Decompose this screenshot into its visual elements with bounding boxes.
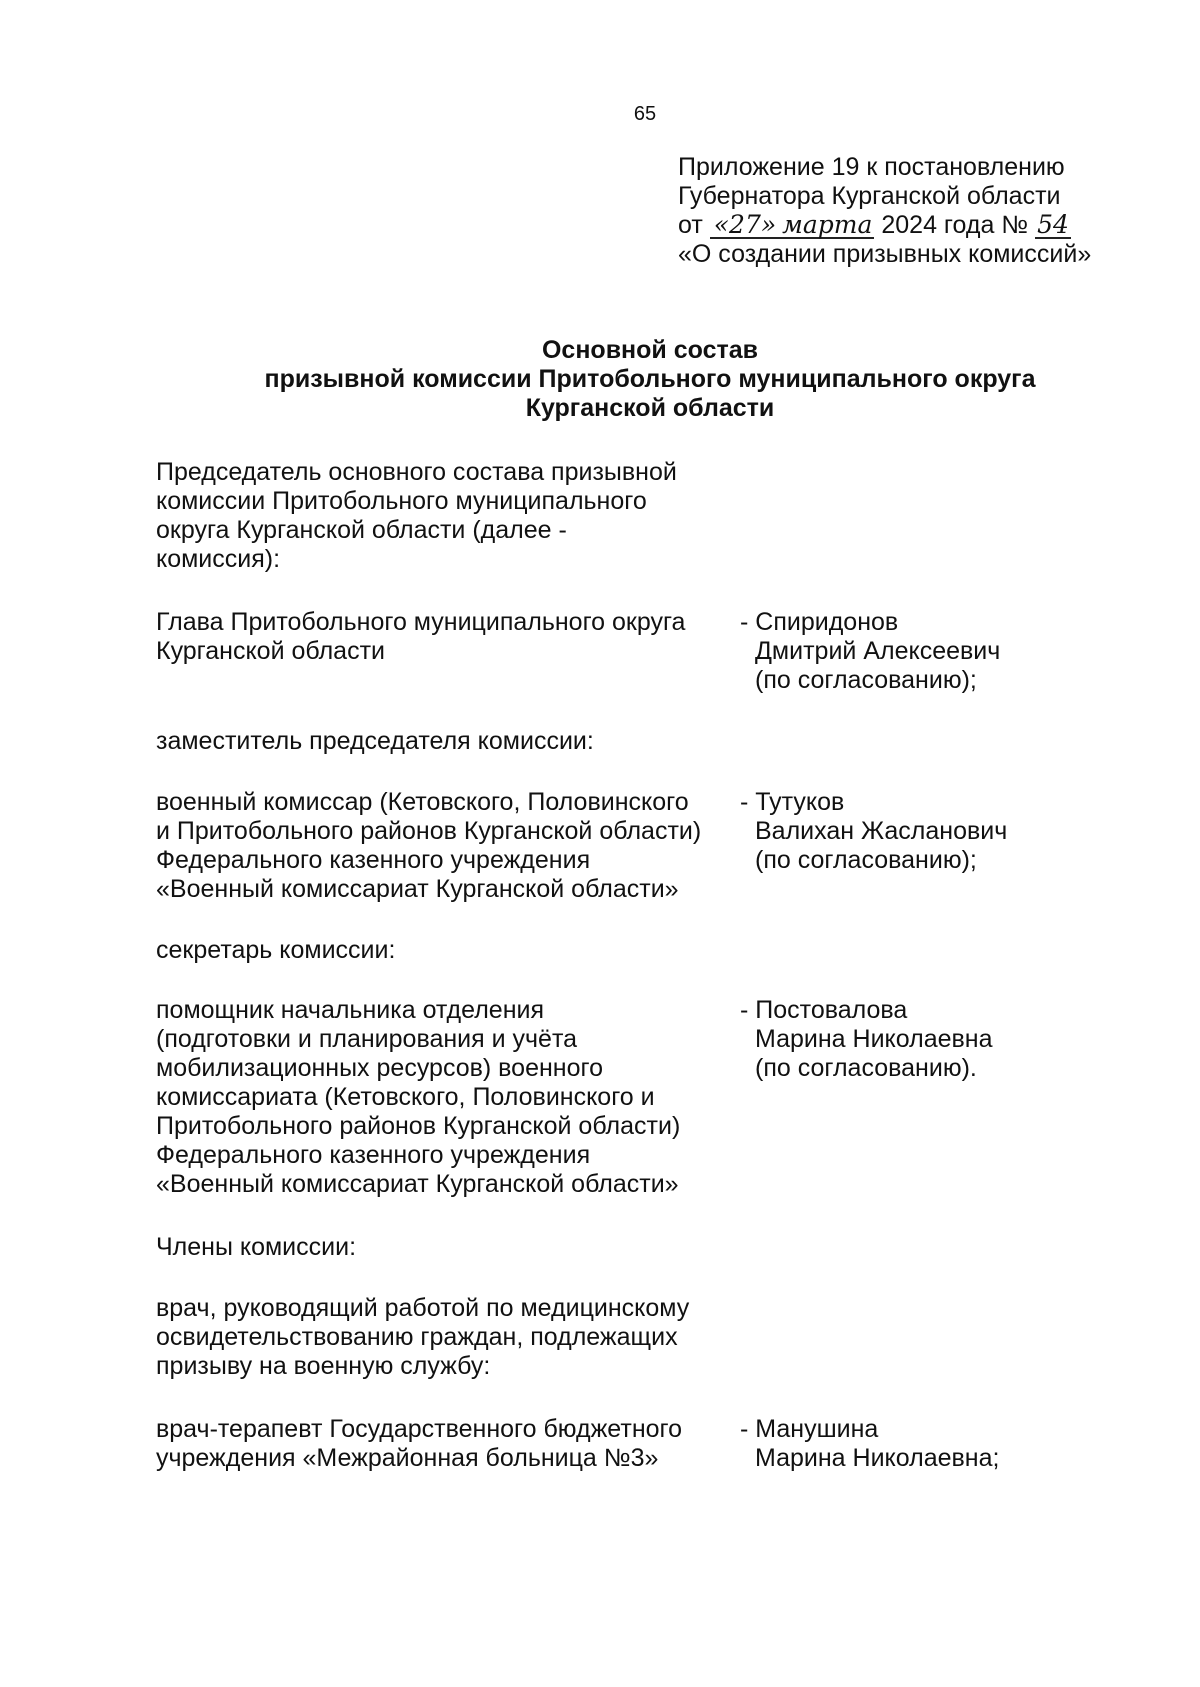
doctor-name-line-1: - Манушина [740, 1415, 879, 1443]
secretary-position-line-1: помощник начальника отделения [156, 996, 545, 1024]
doctor-header-line-1: врач, руководящий работой по медицинскому [156, 1294, 690, 1322]
chairman-position [156, 608, 726, 666]
secretary-name-line-1: - Постовалова [740, 996, 908, 1024]
chairman-name-line-1: - Спиридонов [740, 608, 899, 636]
secretary-name-line-2: Марина Николаевна [755, 1025, 993, 1053]
chairman-header-line-1: Председатель основного состава призывной [156, 458, 677, 486]
appendix-date-prefix: от [678, 211, 703, 239]
secretary-position-line-6: Федерального казенного учреждения [156, 1141, 591, 1169]
document-title [150, 336, 1150, 423]
appendix-line-4: «О создании призывных комиссий» [678, 240, 1092, 268]
deputy-position-line-1: военный комиссар (Кетовского, Половинского [156, 788, 689, 816]
doctor-position-line-2: учреждения «Межрайонная больница №3» [156, 1444, 659, 1472]
deputy-position-line-4: «Военный комиссариат Курганской области» [156, 875, 679, 903]
members-header: Члены комиссии: [156, 1233, 357, 1261]
handwritten-day: «27» [710, 213, 780, 239]
chairman-position-line-1: Глава Притобольного муниципального округа [156, 608, 686, 636]
secretary-position [156, 996, 726, 1199]
deputy-name-line-1: - Тутуков [740, 788, 845, 816]
secretary-position-line-4: комиссариата (Кетовского, Половинского и [156, 1083, 655, 1111]
title-line-1: Основной состав [541, 336, 759, 364]
deputy-name [740, 788, 1160, 875]
secretary-name [740, 996, 1160, 1083]
appendix-line-1: Приложение 19 к постановлению [678, 153, 1065, 181]
deputy-name-line-3: (по согласованию); [755, 846, 977, 874]
page-number: 65 [633, 103, 657, 125]
appendix-date-line [678, 211, 1178, 240]
deputy-header: заместитель председателя комиссии: [156, 727, 594, 755]
secretary-position-line-5: Притобольного районов Курганской области) [156, 1112, 681, 1140]
chairman-header-line-3: округа Курганской области (далее - [156, 516, 567, 544]
doctor-name-line-2: Марина Николаевна; [755, 1444, 1000, 1472]
secretary-position-line-7: «Военный комиссариат Курганской области» [156, 1170, 679, 1198]
doctor-header [156, 1294, 726, 1381]
doctor-position [156, 1415, 726, 1473]
chairman-header [156, 458, 726, 574]
secretary-position-line-2: (подготовки и планирования и учёта [156, 1025, 578, 1053]
appendix-year: 2024 года № [881, 211, 1029, 239]
appendix-line-2: Губернатора Курганской области [678, 182, 1061, 210]
title-line-2: призывной комиссии Притобольного муниципального округа [264, 365, 1036, 393]
chairman-position-line-2: Курганской области [156, 637, 386, 665]
appendix-header [678, 153, 1178, 269]
doctor-name [740, 1415, 1160, 1473]
secretary-name-line-3: (по согласованию). [755, 1054, 977, 1082]
handwritten-month: марта [782, 210, 873, 239]
chairman-header-line-2: комиссии Притобольного муниципального [156, 487, 647, 515]
handwritten-number: 54 [1037, 210, 1069, 239]
deputy-position-line-3: Федерального казенного учреждения [156, 846, 591, 874]
secretary-position-line-3: мобилизационных ресурсов) военного [156, 1054, 603, 1082]
chairman-name-line-3: (по согласованию); [755, 666, 977, 694]
chairman-header-line-4: комиссия): [156, 545, 281, 573]
chairman-name [740, 608, 1160, 695]
doctor-header-line-3: призыву на военную службу: [156, 1352, 491, 1380]
deputy-position [156, 788, 726, 904]
doctor-position-line-1: врач-терапевт Государственного бюджетного [156, 1415, 683, 1443]
title-line-3: Курганской области [525, 394, 775, 422]
doctor-header-line-2: освидетельствованию граждан, подлежащих [156, 1323, 678, 1351]
deputy-position-line-2: и Притобольного районов Курганской области) [156, 817, 702, 845]
deputy-name-line-2: Валихан Жасланович [755, 817, 1008, 845]
secretary-header: секретарь комиссии: [156, 936, 396, 964]
chairman-name-line-2: Дмитрий Алексеевич [755, 637, 1001, 665]
